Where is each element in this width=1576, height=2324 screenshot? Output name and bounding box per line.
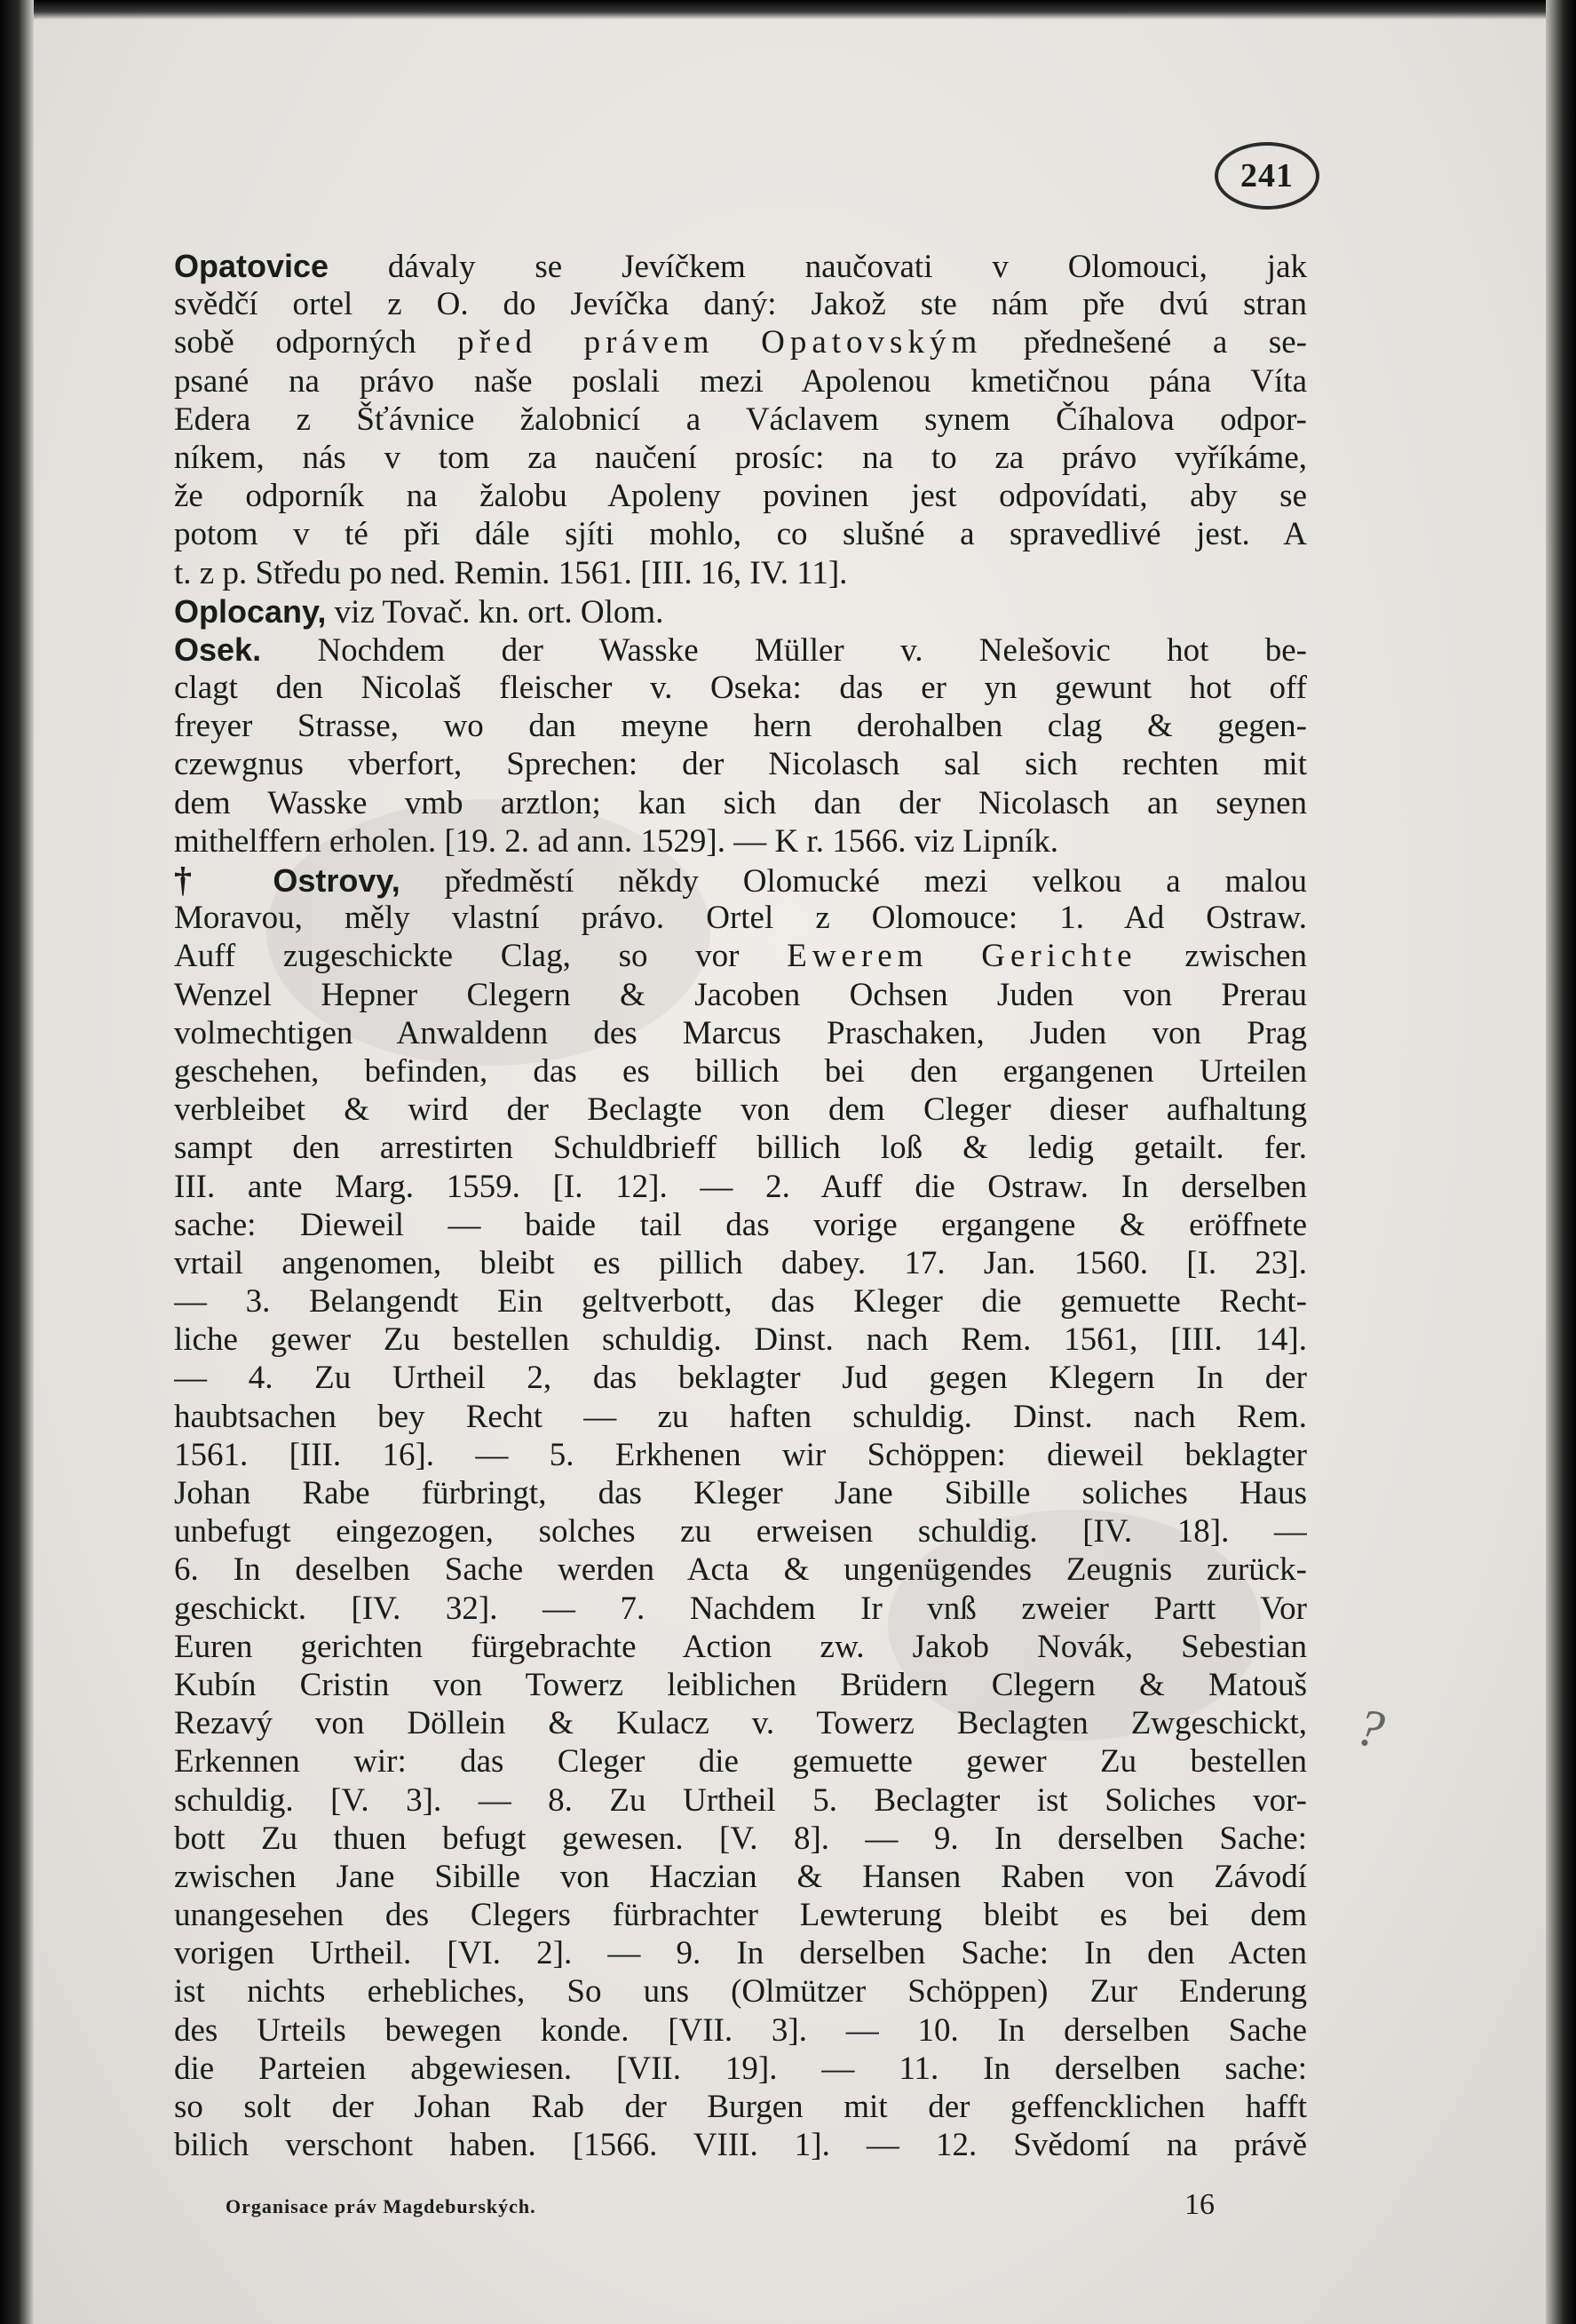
text-run: unangesehen des Clegers fürbrachter Lewterung bleibt es bei dem [174,1897,1307,1934]
text-line [174,1282,1307,1321]
text-line [174,976,1307,1014]
footer-signature: Organisace práv Magdeburských. [226,2195,536,2217]
entry-heading: Opatovice [174,248,329,284]
text-run: bott Zu thuen befugt gewesen. [V. 8]. — 9. In derselben Sache: [174,1820,1307,1857]
text-line [174,1858,1307,1896]
text-line [174,1436,1307,1474]
spaced-emphasis: Ewerem Gerichte [787,938,1137,975]
text-line [174,1628,1307,1666]
text-line [174,285,1307,323]
text-run: potom v té při dále sjíti mohlo, co slušné a spravedlivé jest. A [174,516,1307,553]
text-run: sobě odporných [174,324,458,361]
text-line [174,554,1307,592]
text-run: so solt der Johan Rab der Burgen mit der geffencklichen hafft [174,2089,1307,2125]
text-line [174,477,1307,515]
text-run: dávaly se Jevíčkem naučovati v Olomouci, jak [329,249,1307,285]
text-line [174,1244,1307,1282]
text-line [174,1014,1307,1052]
text-run: clagt den Nicolaš fleischer v. Oseka: das er yn gewunt hot off [174,670,1307,707]
text-run: die Parteien abgewiesen. [VII. 19]. — 11. In derselben sache: [174,2050,1307,2087]
text-run: Edera z Šťávnice žalobnicí a Václavem synem Číhalova odpor- [174,401,1307,438]
text-line [174,1398,1307,1436]
text-run: Erkennen wir: das Cleger die gemuette gewer Zu bestellen [174,1743,1307,1781]
text-run: Moravou, měly vlastní právo. Ortel z Olomouce: 1. Ad Ostraw. [174,900,1307,937]
text-run: sampt den arrestirten Schuldbrieff billich loß & ledig getailt. fer. [174,1130,1307,1167]
text-line [174,745,1307,783]
text-line [174,1359,1307,1397]
text-line [174,1091,1307,1129]
text-run: bilich verschont haben. [1566. VIII. 1]. — 12. Svědomí na právě [174,2127,1307,2164]
text-run: sache: Dieweil — baide tail das vorige ergangene & eröffnete [174,1206,1307,1243]
page-number: 241 [1240,157,1294,194]
text-line [174,1896,1307,1934]
text-run: 6. In deselben Sache werden Acta & ungenügendes Zeugnis zurück- [174,1551,1307,1589]
text-run: III. ante Marg. 1559. [I. 12]. — 2. Auff die Ostraw. In derselben [174,1168,1307,1205]
text-line [174,592,1307,631]
text-run: Johan Rabe fürbringt, das Kleger Jane Sibille soliches Haus [174,1475,1307,1511]
text-line [174,861,1307,899]
text-run: Wenzel Hepner Clegern & Jacoben Ochsen Juden von Prerau [174,976,1307,1013]
text-line [174,1820,1307,1858]
text-line [174,2011,1307,2050]
footer-sheet-number: 16 [1184,2188,1215,2221]
body-text [174,247,1307,2164]
text-run: svědčí ortel z O. do Jevíčka daný: Jakož ste nám pře dvú stran [174,286,1307,323]
text-run: viz Tovač. kn. ort. Olom. [326,593,664,631]
text-line [174,1666,1307,1704]
text-line [174,1704,1307,1742]
text-run: liche gewer Zu bestellen schuldig. Dinst. nach Rem. 1561, [III. 14]. [174,1321,1307,1359]
text-run: volmechtigen Anwaldenn des Marcus Praschaken, Juden von Prag [174,1014,1307,1051]
text-line [174,1934,1307,1972]
text-run: že odporník na žalobu Apoleny povinen jest odpovídati, aby se [174,478,1307,515]
text-line [174,2050,1307,2088]
text-line [174,669,1307,707]
text-line [174,899,1307,937]
text-run: czewgnus vberfort, Sprechen: der Nicolasch sal sich rechten mit [174,746,1307,783]
text-line [174,439,1307,477]
book-spine [0,0,34,2324]
text-run: haubtsachen bey Recht — zu haften schuldig. Dinst. nach Rem. [174,1398,1307,1435]
text-run: psané na právo naše poslali mezi Apolenou kmetičnou pána Víta [174,362,1307,400]
text-run: ist nichts erhebliches, So uns (Olmützer Schöppen) Zur Enderung [174,1973,1307,2011]
text-run: schuldig. [V. 3]. — 8. Zu Urtheil 5. Beclagter ist Soliches vor- [174,1781,1307,1819]
text-line [174,247,1307,285]
text-run: dem Wasske vmb arztlon; kan sich dan der Nicolasch an seynen [174,784,1307,821]
text-run: mithelffern erholen. [19. 2. ad ann. 1529]. — K r. 1566. viz Lipník. [174,822,1059,860]
text-run: Euren gerichten fürgebrachte Action zw. Jakob Novák, Sebestian [174,1628,1307,1665]
text-line [174,1206,1307,1244]
text-run: unbefugt eingezogen, solches zu erweisen schuldig. [IV. 18]. — [174,1513,1307,1551]
text-run: 1561. [III. 16]. — 5. Erkhenen wir Schöppen: dieweil beklagter [174,1436,1307,1473]
entry-heading: Ostrovy, [273,862,400,899]
text-line [174,1052,1307,1091]
text-run: zwischen Jane Sibille von Haczian & Hansen Raben von Závodí [174,1858,1307,1895]
text-run: des Urteils bewegen konde. [VII. 3]. — 10. In derselben Sache [174,2011,1307,2049]
text-line [174,515,1307,553]
text-line [174,1129,1307,1167]
text-run: freyer Strasse, wo dan meyne hern derohalben clag & gegen- [174,708,1307,745]
text-run: Auff zugeschickte Clag, so vor [174,938,788,975]
text-line [174,401,1307,439]
text-line [174,784,1307,822]
text-line [174,1590,1307,1628]
text-line [174,1742,1307,1781]
text-run: přednešené a se- [982,324,1307,361]
entry-heading: Oplocany, [174,592,327,630]
text-run: níkem, nás v tom za naučení prosíc: na to za právo vyříkáme, [174,439,1307,476]
text-line [174,1551,1307,1589]
text-line [174,822,1307,861]
text-run: — 3. Belangendt Ein geltverbott, das Kleger die gemuette Recht- [174,1283,1307,1321]
text-run: t. z p. Středu po ned. Remin. 1561. [III. 16, IV. 11]. [174,554,848,591]
text-line [174,631,1307,669]
dagger-mark: † [174,861,273,900]
text-line [174,1512,1307,1551]
text-run: verbleibet & wird der Beclagte von dem Cleger dieser aufhaltung [174,1091,1307,1129]
text-line [174,2088,1307,2126]
text-run: vorigen Urtheil. [VI. 2]. — 9. In derselben Sache: In den Acten [174,1935,1307,1972]
text-run: předměstí někdy Olomucké mezi velkou a malou [400,863,1307,900]
text-run: vrtail angenomen, bleibt es pillich dabey. 17. Jan. 1560. [I. 23]. [174,1244,1307,1281]
text-line [174,362,1307,401]
text-run: geschehen, befinden, das es billich bei den ergangenen Urteilen [174,1052,1307,1090]
text-line [174,1321,1307,1359]
page-number-circle [1215,142,1319,210]
scan-right-edge [1546,0,1576,2324]
text-run: zwischen [1136,938,1307,975]
scan-top-edge [0,0,1576,20]
text-line [174,1474,1307,1512]
text-line [174,2126,1307,2164]
margin-annotation: ? [1350,1696,1390,1760]
text-run: Kubín Cristin von Towerz leiblichen Brüdern Clegern & Matouš [174,1666,1307,1703]
spaced-emphasis: před právem Opatovským [457,324,983,361]
text-run: Rezavý von Döllein & Kulacz v. Towerz Beclagten Zwgeschickt, [174,1705,1307,1742]
text-line [174,1781,1307,1820]
text-line [174,1972,1307,2011]
text-line [174,937,1307,975]
text-line [174,1168,1307,1206]
text-run: — 4. Zu Urtheil 2, das beklagter Jud gegen Klegern In der [174,1360,1307,1397]
text-run: geschickt. [IV. 32]. — 7. Nachdem Ir vnß zweier Partt Vor [174,1590,1307,1627]
text-line [174,707,1307,745]
text-line [174,323,1307,361]
entry-heading: Osek. [174,631,262,668]
text-run: Nochdem der Wasske Müller v. Nelešovic hot be- [261,631,1307,669]
